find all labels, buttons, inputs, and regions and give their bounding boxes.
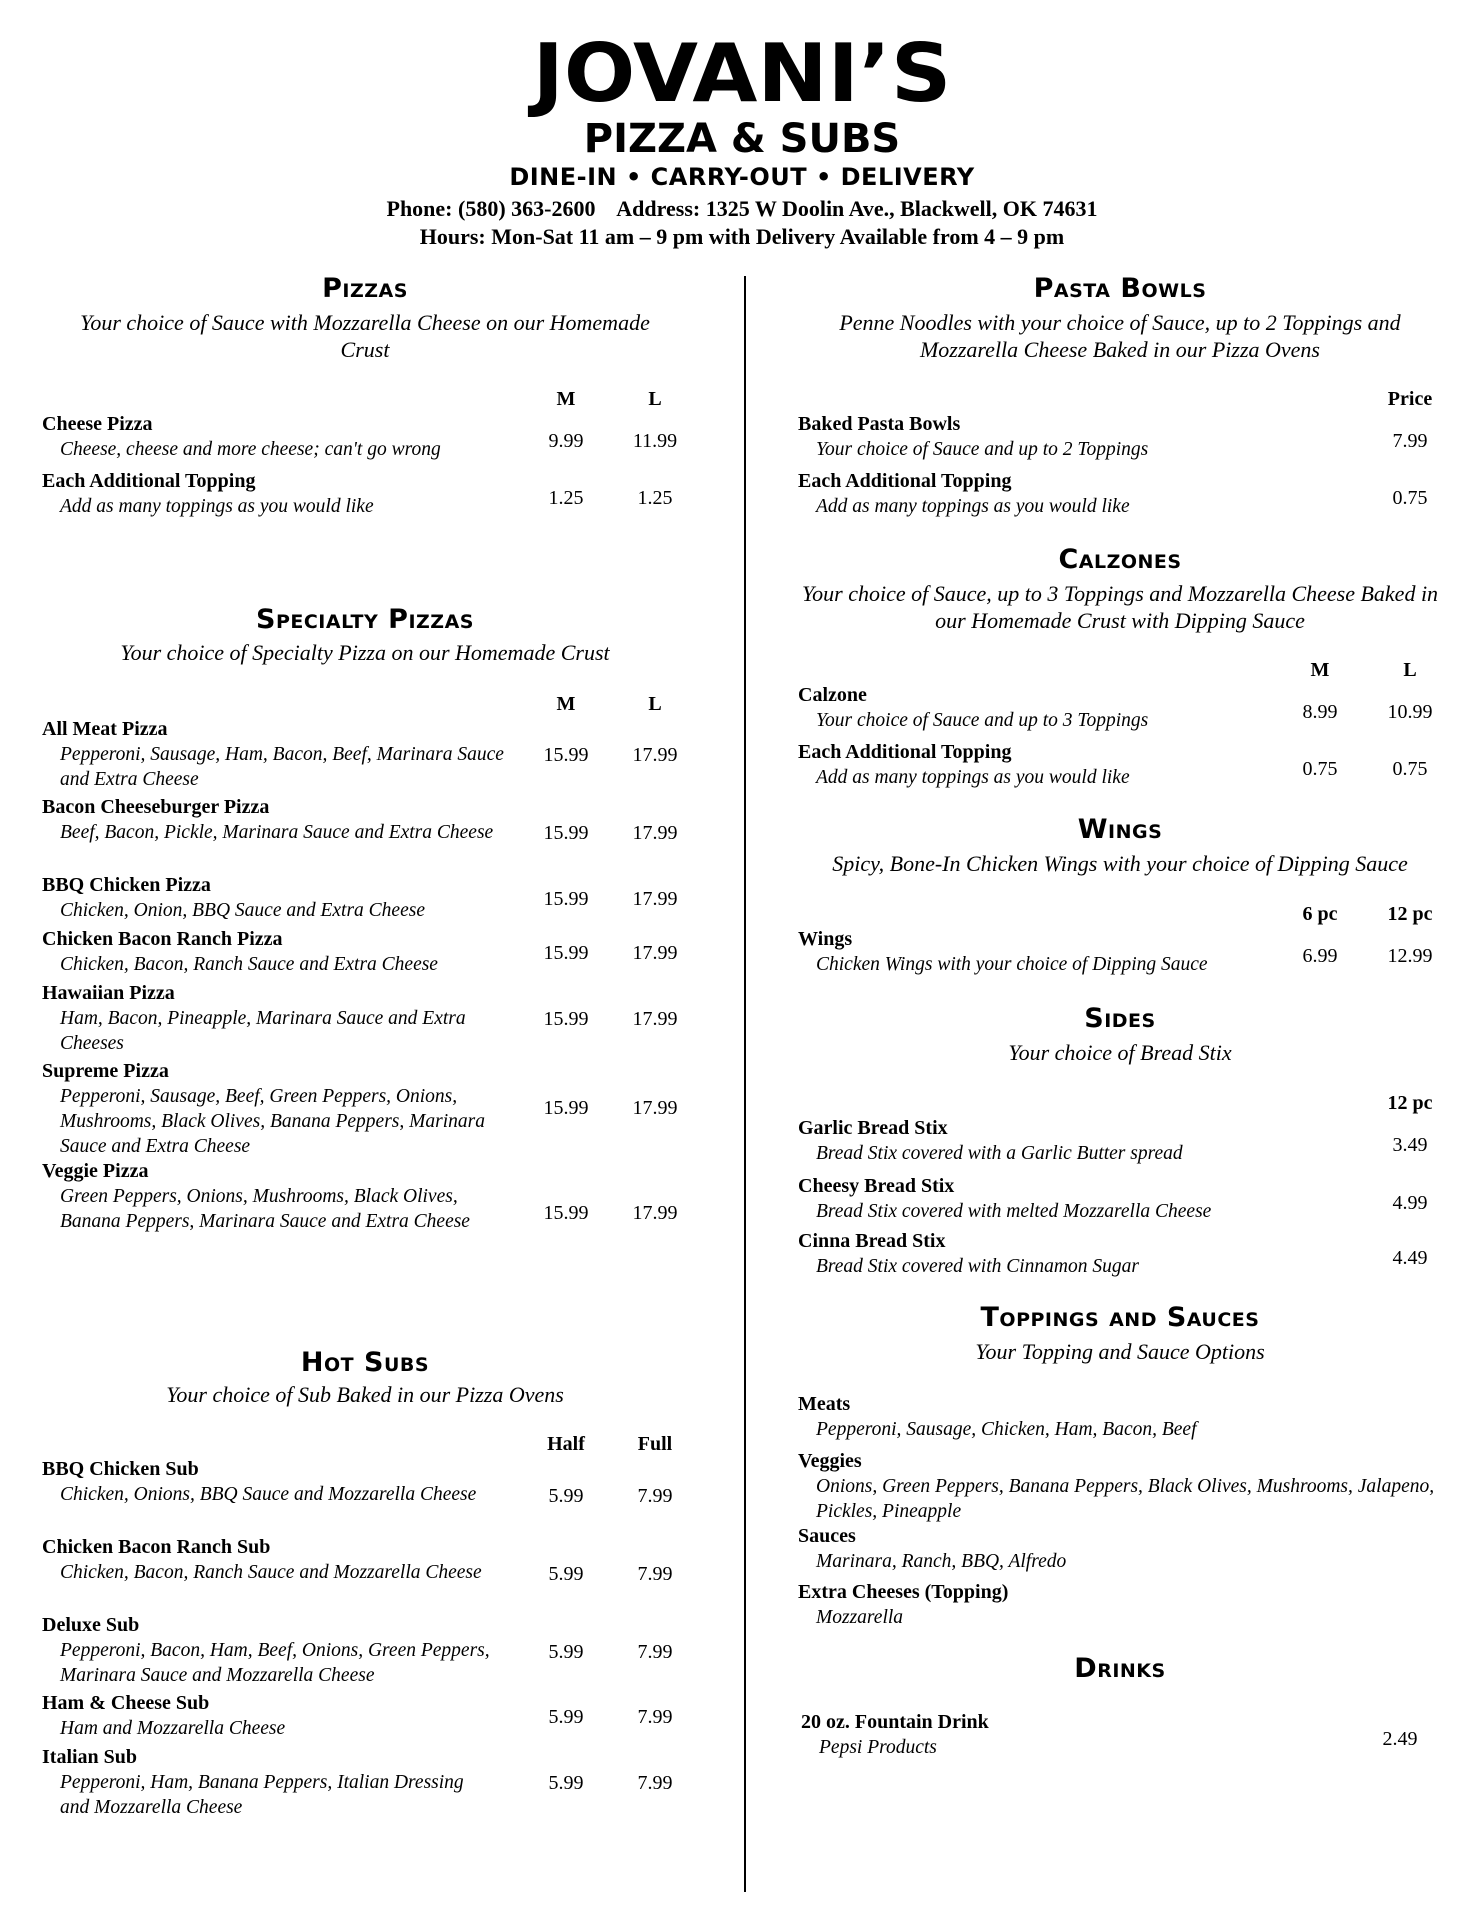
price-medium: 15.99	[543, 942, 589, 964]
price-large: 0.75	[1392, 758, 1428, 780]
price-full: 7.99	[637, 1706, 673, 1728]
address: 1325 W Doolin Ave., Blackwell, OK 74631	[705, 196, 1098, 221]
menu-item-name: Italian Sub	[42, 1746, 138, 1768]
menu-item-name: Chicken Bacon Ranch Pizza	[42, 928, 283, 950]
restaurant-title: JOVANI’S	[532, 27, 952, 120]
menu-item-desc: Green Peppers, Onions, Mushrooms, Black Olives, Banana Peppers, Marinara Sauce and Extra Cheese	[60, 1186, 470, 1232]
menu-item-desc: Add as many toppings as you would like	[816, 496, 1130, 517]
price-12pc: 12.99	[1387, 945, 1433, 967]
price-medium: 15.99	[543, 888, 589, 910]
address-label: Address:	[616, 196, 701, 221]
section-title-subs: Hot Subs	[300, 1347, 430, 1378]
menu-item-name: Cinna Bread Stix	[798, 1230, 946, 1252]
section-desc-pizzas: Your choice of Sauce with Mozzarella Cheese on our Homemade Crust	[80, 310, 650, 362]
price-half: 5.99	[548, 1772, 584, 1794]
restaurant-subtitle: PIZZA & SUBS	[583, 116, 901, 162]
topping-category: Meats	[798, 1393, 851, 1415]
price-large: 10.99	[1387, 701, 1433, 723]
section-desc-specialty: Your choice of Specialty Pizza on our Homemade Crust	[120, 640, 610, 665]
price-half: 5.99	[548, 1563, 584, 1585]
section-title-sides: Sides	[1084, 1003, 1156, 1034]
price: 2.49	[1382, 1728, 1418, 1750]
topping-options: Marinara, Ranch, BBQ, Alfredo	[816, 1551, 1067, 1572]
price-half: 5.99	[548, 1485, 584, 1507]
menu-item-name: BBQ Chicken Sub	[42, 1458, 199, 1480]
menu-item-name: Calzone	[798, 684, 867, 706]
price-full: 7.99	[637, 1485, 673, 1507]
column-divider	[744, 276, 746, 1892]
price: 7.99	[1392, 430, 1428, 452]
price-6pc: 6.99	[1302, 945, 1338, 967]
col-head-full: Full	[637, 1433, 673, 1455]
menu-item-desc: Bread Stix covered with melted Mozzarella Cheese	[816, 1201, 1212, 1222]
section-title-toppings: Toppings and Sauces	[980, 1302, 1260, 1333]
section-desc-calzones: Your choice of Sauce, up to 3 Toppings and Mozzarella Cheese Baked in our Homemade Crust with Dipping Sauce	[801, 581, 1439, 633]
col-head-m: M	[556, 388, 576, 410]
col-head-6pc: 6 pc	[1302, 903, 1338, 925]
section-title-pizzas: Pizzas	[322, 273, 408, 304]
section-desc-wings: Spicy, Bone-In Chicken Wings with your choice of Dipping Sauce	[832, 851, 1408, 876]
price-full: 7.99	[637, 1641, 673, 1663]
service-tagline: DINE-IN • CARRY-OUT • DELIVERY	[509, 163, 975, 191]
price-medium: 15.99	[543, 1202, 589, 1224]
price-large: 17.99	[632, 888, 678, 910]
topping-options: Pepperoni, Sausage, Chicken, Ham, Bacon, Beef	[816, 1419, 1197, 1440]
menu-item-desc: Bread Stix covered with a Garlic Butter spread	[816, 1143, 1183, 1164]
price-large: 11.99	[632, 430, 678, 452]
menu-item-name: Deluxe Sub	[42, 1614, 140, 1636]
topping-options: Onions, Green Peppers, Banana Peppers, Black Olives, Mushrooms, Jalapeno, Pickles, Pineapple	[816, 1476, 1435, 1522]
menu-item-desc: Chicken, Bacon, Ranch Sauce and Extra Cheese	[60, 954, 438, 975]
price-large: 17.99	[632, 1202, 678, 1224]
menu-item-name: Garlic Bread Stix	[798, 1117, 948, 1139]
section-title-pasta: Pasta Bowls	[1033, 273, 1207, 304]
menu-item-name: Each Additional Topping	[798, 741, 1012, 763]
menu-item-desc: Ham and Mozzarella Cheese	[60, 1718, 286, 1739]
price-large: 17.99	[632, 1097, 678, 1119]
col-head-m: M	[556, 693, 576, 715]
col-head-12pc: 12 pc	[1387, 903, 1433, 925]
menu-item-name: Chicken Bacon Ranch Sub	[42, 1536, 271, 1558]
menu-item-name: Cheesy Bread Stix	[798, 1175, 955, 1197]
topping-category: Veggies	[798, 1450, 862, 1472]
menu-item-name: 20 oz. Fountain Drink	[801, 1711, 989, 1733]
menu-item-name: Bacon Cheeseburger Pizza	[42, 796, 270, 818]
phone-number: (580) 363-2600	[458, 196, 596, 221]
price-large: 17.99	[632, 1008, 678, 1030]
menu-item-name: Hawaiian Pizza	[42, 982, 175, 1004]
col-head-l: L	[648, 388, 662, 410]
menu-item-name: Supreme Pizza	[42, 1060, 169, 1082]
menu-item-desc: Chicken, Onions, BBQ Sauce and Mozzarella Cheese	[60, 1484, 477, 1505]
contact-line	[0, 195, 1484, 223]
price-medium: 15.99	[543, 822, 589, 844]
menu-item-desc: Pepperoni, Ham, Banana Peppers, Italian Dressing and Mozzarella Cheese	[60, 1772, 464, 1818]
price-medium: 15.99	[543, 1008, 589, 1030]
menu-item-name: Baked Pasta Bowls	[798, 413, 961, 435]
col-head-l: L	[648, 693, 662, 715]
menu-item-desc: Add as many toppings as you would like	[60, 496, 374, 517]
menu-item-desc: Ham, Bacon, Pineapple, Marinara Sauce and Extra Cheeses	[60, 1008, 466, 1054]
price-half: 5.99	[548, 1706, 584, 1728]
menu-item-desc: Add as many toppings as you would like	[816, 767, 1130, 788]
section-title-wings: Wings	[1077, 814, 1163, 845]
menu-item-desc: Your choice of Sauce and up to 3 Toppings	[816, 710, 1149, 731]
menu-item-name: BBQ Chicken Pizza	[42, 874, 211, 896]
price-medium: 1.25	[548, 487, 584, 509]
price: 4.99	[1392, 1192, 1428, 1214]
menu-item-desc: Pepsi Products	[819, 1737, 937, 1758]
col-head-price: Price	[1387, 388, 1433, 410]
price: 3.49	[1392, 1134, 1428, 1156]
menu-item-desc: Chicken, Bacon, Ranch Sauce and Mozzarella Cheese	[60, 1562, 482, 1583]
section-desc-pasta: Penne Noodles with your choice of Sauce, up to 2 Toppings and Mozzarella Cheese Baked in our Pizza Ovens	[839, 310, 1401, 362]
menu-item-desc: Pepperoni, Bacon, Ham, Beef, Onions, Green Peppers, Marinara Sauce and Mozzarella Cheese	[60, 1640, 490, 1686]
topping-options: Mozzarella	[816, 1607, 904, 1628]
menu-item-name: Each Additional Topping	[42, 470, 256, 492]
price-large: 17.99	[632, 744, 678, 766]
menu-item-name: Ham & Cheese Sub	[42, 1692, 210, 1714]
price-medium: 9.99	[548, 430, 584, 452]
section-desc-sides: Your choice of Bread Stix	[1008, 1040, 1232, 1065]
menu-item-name: Cheese Pizza	[42, 413, 153, 435]
price-full: 7.99	[637, 1772, 673, 1794]
menu-item-name: Each Additional Topping	[798, 470, 1012, 492]
price-medium: 15.99	[543, 744, 589, 766]
price-large: 17.99	[632, 822, 678, 844]
menu-item-desc: Pepperoni, Sausage, Beef, Green Peppers, Onions, Mushrooms, Black Olives, Banana Peppers, Marinara Sauce and Extra Cheese	[60, 1086, 485, 1157]
section-title-calzones: Calzones	[1058, 544, 1182, 575]
menu-item-desc: Chicken Wings with your choice of Dipping Sauce	[816, 954, 1208, 975]
menu-item-name: Wings	[798, 928, 853, 950]
col-head-12pc: 12 pc	[1387, 1092, 1433, 1114]
price: 0.75	[1392, 487, 1428, 509]
menu-item-desc: Beef, Bacon, Pickle, Marinara Sauce and Extra Cheese	[60, 822, 494, 843]
topping-category: Sauces	[798, 1525, 856, 1547]
col-head-l: L	[1403, 659, 1417, 681]
menu-item-name: Veggie Pizza	[42, 1160, 149, 1182]
price-large: 1.25	[637, 487, 673, 509]
menu-item-name: All Meat Pizza	[42, 718, 168, 740]
menu-item-desc: Cheese, cheese and more cheese; can't go wrong	[60, 439, 441, 460]
topping-category: Extra Cheeses (Topping)	[798, 1581, 1009, 1603]
price-medium: 0.75	[1302, 758, 1338, 780]
price-full: 7.99	[637, 1563, 673, 1585]
section-title-specialty: Specialty Pizzas	[256, 604, 474, 635]
price-half: 5.99	[548, 1641, 584, 1663]
section-desc-subs: Your choice of Sub Baked in our Pizza Ovens	[166, 1382, 564, 1407]
menu-item-desc: Chicken, Onion, BBQ Sauce and Extra Cheese	[60, 900, 425, 921]
section-desc-toppings: Your Topping and Sauce Options	[975, 1339, 1265, 1364]
price: 4.49	[1392, 1247, 1428, 1269]
menu-item-desc: Pepperoni, Sausage, Ham, Bacon, Beef, Marinara Sauce and Extra Cheese	[60, 744, 504, 790]
phone-label: Phone:	[386, 196, 453, 221]
price-medium: 8.99	[1302, 701, 1338, 723]
price-large: 17.99	[632, 942, 678, 964]
hours: Hours: Mon-Sat 11 am – 9 pm with Delivery Available from 4 – 9 pm	[419, 224, 1065, 249]
menu-item-desc: Your choice of Sauce and up to 2 Toppings	[816, 439, 1149, 460]
section-title-drinks: Drinks	[1074, 1653, 1166, 1684]
menu-item-desc: Bread Stix covered with Cinnamon Sugar	[816, 1256, 1139, 1277]
col-head-half: Half	[547, 1433, 585, 1455]
col-head-m: M	[1310, 659, 1330, 681]
price-medium: 15.99	[543, 1097, 589, 1119]
